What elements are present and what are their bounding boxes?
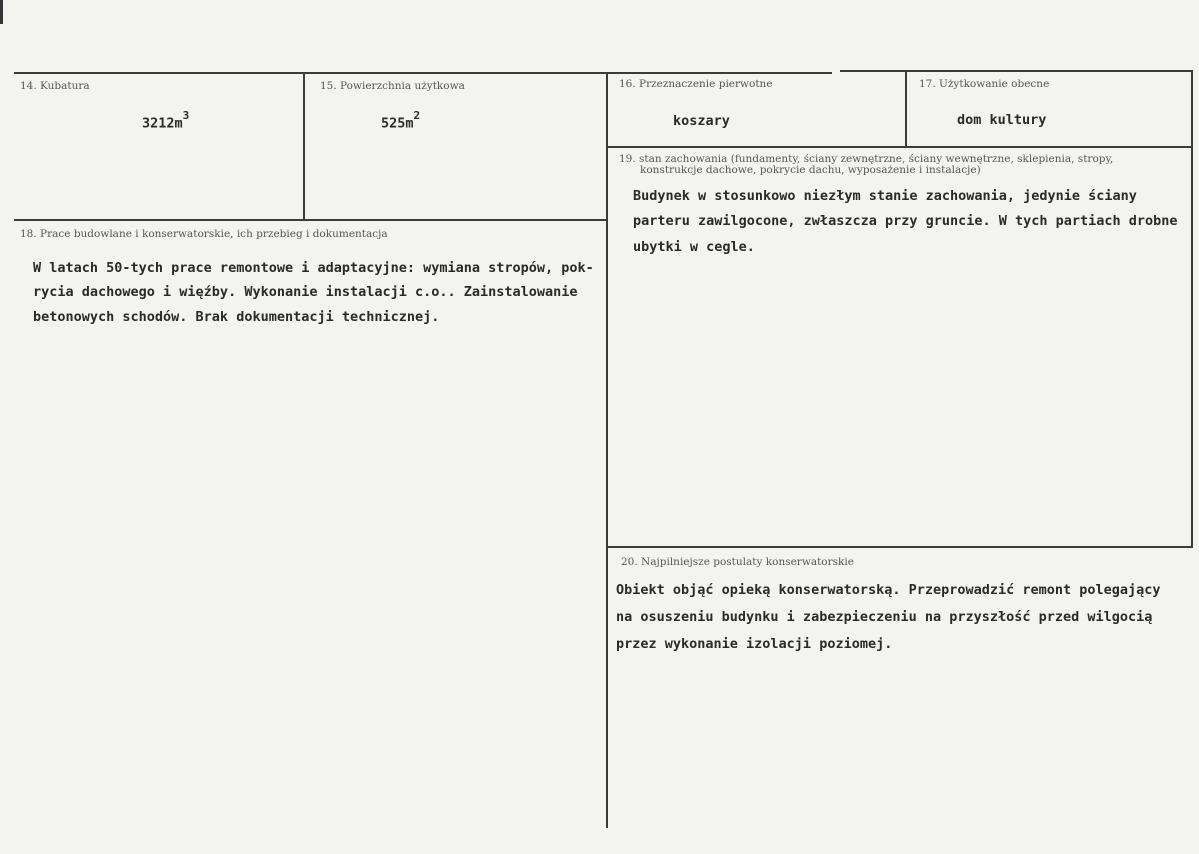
przeznaczenie-label: 16. Przeznaczenie pierwotne (619, 78, 773, 90)
section20-top-rule (607, 546, 1193, 548)
stan-line-1: Budynek w stosunkowo niezłym stanie zachowania, jedynie ściany (633, 188, 1137, 204)
kubatura-value (142, 109, 190, 132)
kubatura-exponent: 3 (182, 109, 190, 122)
kubatura-number: 3212m (142, 115, 183, 132)
powierzchnia-number: 525m (381, 115, 414, 132)
top-rule (14, 72, 832, 74)
center-divider (606, 73, 608, 828)
prace-line-1: W latach 50-tych prace remontowe i adaptacyjne: wymiana stropów, pok- (33, 260, 594, 276)
postulaty-line-3: przez wykonanie izolacji poziomej. (616, 636, 893, 652)
kubatura-label: 14. Kubatura (20, 80, 90, 92)
powierzchnia-label: 15. Powierzchnia użytkowa (320, 80, 465, 92)
uzytkowanie-label: 17. Użytkowanie obecne (919, 78, 1050, 90)
stan-line-2: parteru zawilgocone, zwłaszcza przy gruncie. W tych partiach drobne (633, 213, 1178, 229)
prace-line-3: betonowych schodów. Brak dokumentacji technicznej. (33, 309, 440, 325)
powierzchnia-value (381, 109, 421, 132)
uzytkowanie-value: dom kultury (957, 112, 1047, 128)
divider-16-17 (905, 72, 907, 147)
prace-label: 18. Prace budowlane i konserwatorskie, ich przebieg i dokumentacja (20, 228, 388, 240)
postulaty-line-1: Obiekt objąć opieką konserwatorską. Przeprowadzić remont polegający (616, 582, 1161, 598)
stan-label-line-2: konstrukcje dachowe, pokrycie dachu, wyposażenie i instalacje) (640, 164, 981, 176)
stan-label-line-1: 19. stan zachowania (fundamenty, ściany zewnętrzne, ściany wewnętrzne, sklepienia, stropy, (619, 153, 1114, 165)
right-edge (1191, 70, 1193, 548)
postulaty-label: 20. Najpilniejsze postulaty konserwatorskie (621, 556, 854, 568)
scan-edge-mark (0, 0, 3, 24)
stan-line-3: ubytki w cegle. (633, 239, 755, 255)
przeznaczenie-value: koszary (673, 113, 730, 129)
postulaty-line-2: na osuszeniu budynku i zabezpieczeniu na przyszłość przed wilgocią (616, 609, 1153, 625)
powierzchnia-exponent: 2 (413, 109, 421, 122)
row1-bottom-rule-left (14, 219, 607, 221)
divider-14-15 (303, 73, 305, 220)
row1-bottom-rule-right (607, 146, 1193, 148)
prace-line-2: rycia dachowego i więźby. Wykonanie instalacji c.o.. Zainstalowanie (33, 284, 578, 300)
top-rule-right (840, 70, 1192, 72)
